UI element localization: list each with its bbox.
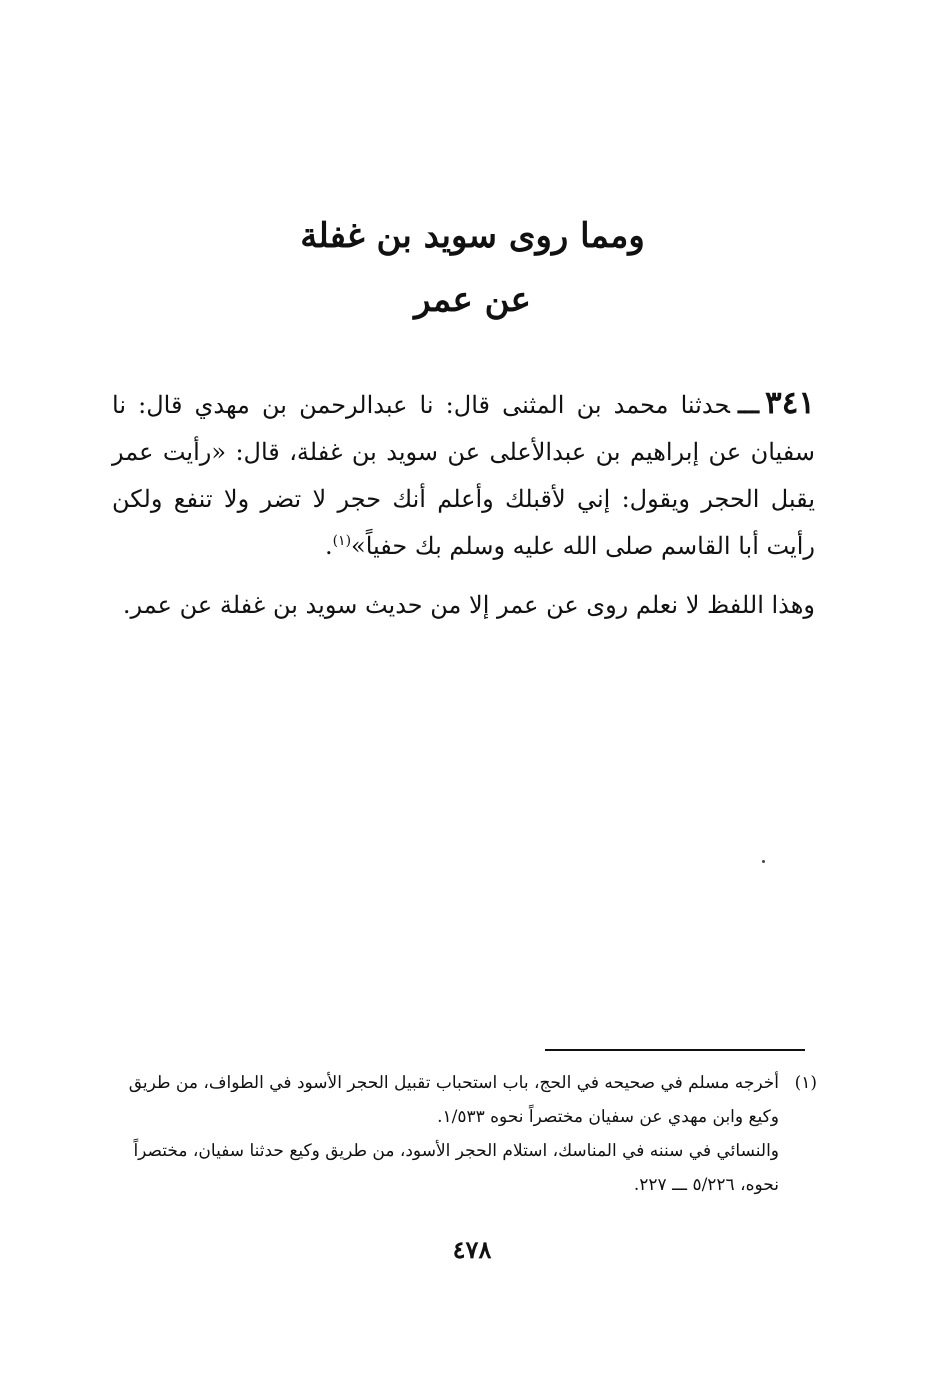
footnote — [112, 1066, 817, 1202]
hadith-text: حدثنا محمد بن المثنى قال: نا عبدالرحمن بن مهدي قال: نا سفيان عن إبراهيم بن عبدالأعلى عن سويد بن غفلة، قال: «رأيت عمر يقبل الحجر ويقول: إني لأقبلك وأعلم أنك حجر لا تضر ولا تنفع ولكن رأيت أبا القاسم صلى الله عليه وسلم بك حفياً» — [112, 391, 815, 560]
hadith-dash: ـــ — [737, 390, 760, 419]
comment-paragraph: وهذا اللفظ لا نعلم روى عن عمر إلا من حديث سويد بن غفلة عن عمر. — [122, 591, 815, 619]
footnotes-section — [112, 1066, 817, 1202]
footnote-line: أخرجه مسلم في صحيحه في الحج، باب استحباب تقبيل الحجر الأسود في الطواف، من طريق وكيع وابن مهدي عن سفيان مختصراً نحوه ١/٥٣٣. — [128, 1073, 779, 1127]
footnote-reference: (١) — [332, 533, 352, 549]
hadith-number: ٣٤١ — [765, 385, 815, 421]
hadith-paragraph — [112, 380, 815, 570]
page-number: ٤٧٨ — [452, 1235, 492, 1264]
footnote-body — [112, 1066, 779, 1202]
hadith-end: . — [324, 532, 333, 560]
section-heading-line-2: عن عمر — [414, 280, 531, 320]
footnote-divider — [545, 1049, 805, 1051]
stray-dot — [762, 860, 765, 863]
footnote-number: (١) — [794, 1073, 817, 1093]
section-heading-line-1: ومما روى سويد بن غفلة — [300, 216, 645, 256]
footnote-line: والنسائي في سننه في المناسك، استلام الحجر الأسود، من طريق وكيع حدثنا سفيان، مختصراً نحوه، ٥/٢٢٦ ـــ ٢٢٧. — [133, 1141, 779, 1195]
main-text — [112, 380, 815, 629]
